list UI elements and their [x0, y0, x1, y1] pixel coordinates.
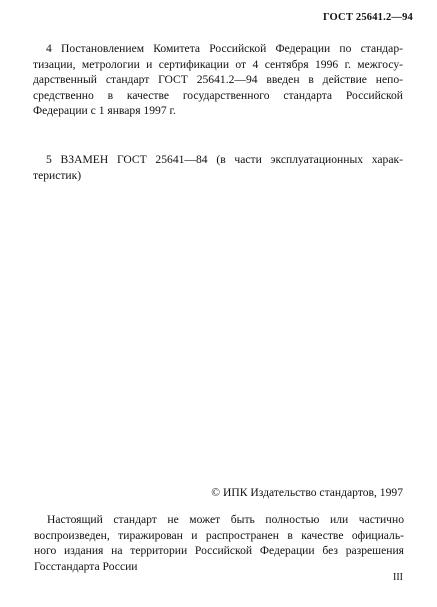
paragraph-item-4 [33, 41, 403, 119]
paragraph-line: Федерации с 1 января 1997 г. [33, 104, 176, 118]
paragraph-line: Настоящий стандарт не может быть полностью или частично [47, 513, 404, 526]
copyright-notice: © ИПК Издательство стандартов, 1997 [211, 486, 403, 499]
paragraph-item-5 [33, 152, 403, 183]
paragraph-line: дарственный стандарт ГОСТ 25641.2—94 введен в действие непо- [33, 73, 403, 87]
paragraph-line: 4 Постановлением Комитета Российской Федерации по стандар- [46, 42, 403, 55]
paragraph-line: теристик) [33, 168, 82, 182]
paragraph-line: средственно в качестве государственного стандарта Российской [33, 88, 403, 102]
paragraph-line: Госстандарта России [34, 559, 138, 573]
paragraph-line: воспроизведен, тиражирован и распространен в качестве официаль- [34, 528, 404, 542]
page-number: III [393, 572, 403, 583]
reproduction-notice [34, 512, 404, 574]
paragraph-line: ного издания на территории Российской Федерации без разрешения [34, 544, 404, 558]
paragraph-line: 5 ВЗАМЕН ГОСТ 25641—84 (в части эксплуатационных харак- [46, 153, 403, 166]
paragraph-line: тизации, метрологии и сертификации от 4 сентября 1996 г. межгосу- [33, 57, 403, 71]
document-code: ГОСТ 25641.2—94 [322, 12, 413, 23]
